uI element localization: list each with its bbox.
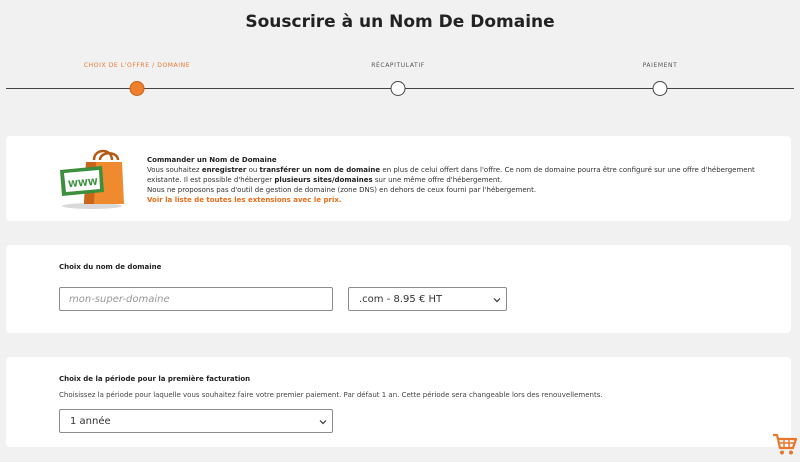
www-shopping-bag-icon [56,148,126,210]
period-card [6,357,791,447]
domain-extension-value: .com - 8.95 € HT [359,293,443,305]
period-select[interactable] [59,409,333,433]
info-line-3: Nous ne proposons pas d'outil de gestion de domaine (zone DNS) en dehors de ceux fourni par l'hébergement. [147,186,537,194]
info-title: Commander un Nom de Domaine [147,156,277,164]
progress-stepper [0,60,800,100]
period-description: Choisissez la période pour laquelle vous souhaitez faire votre premier paiement. Par défaut 1 an. Cette période sera changeable lors des renouvellements. [59,391,603,399]
shopping-cart-icon[interactable] [772,432,798,456]
info-line-1: Vous souhaitez enregistrer ou transférer un nom de domaine en plus de celui offert dans l'offre. Ce nom de domaine pourra être configuré sur une offre d'hébergement [147,166,755,174]
svg-text:WWW: WWW [67,177,99,191]
period-section-title: Choix de la période pour la première facturation [59,375,251,383]
step-dot-payment[interactable] [653,81,668,96]
domain-extension-select[interactable] [348,287,507,311]
page-title: Souscrire à un Nom De Domaine [245,12,555,32]
info-card [6,136,791,221]
step-label-payment: PAIEMENT [642,62,678,69]
period-value: 1 année [70,415,111,427]
domain-card [6,245,791,333]
chevron-down-icon [493,296,501,304]
chevron-down-icon [319,418,327,426]
info-line-2: existante. Il est possible d'héberger plusieurs sites/domaines sur une même offre d'hébergement. [147,176,503,184]
step-label-offer: CHOIX DE L'OFFRE / DOMAINE [83,62,191,69]
domain-name-input[interactable] [59,287,333,311]
step-label-summary: RÉCAPITULATIF [371,62,425,69]
step-dot-offer[interactable] [130,81,145,96]
domain-section-title: Choix du nom de domaine [59,263,162,271]
extensions-price-link[interactable]: Voir la liste de toutes les extensions avec le prix. [147,196,342,204]
step-dot-summary[interactable] [391,81,406,96]
info-text-block [147,155,762,205]
